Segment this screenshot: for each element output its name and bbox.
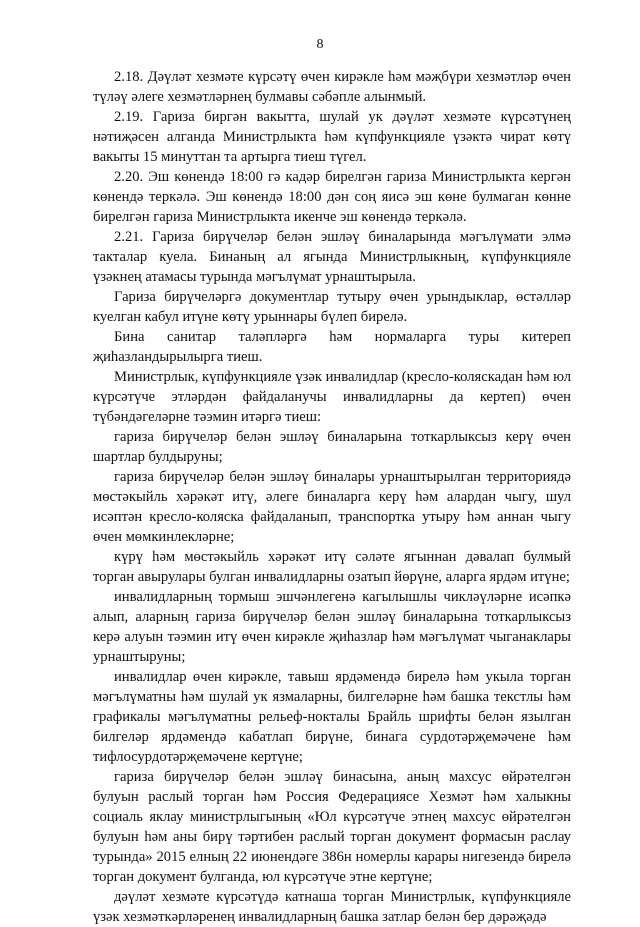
list-item-staff-assistance: дәүләт хезмәте күрсәтүдә катнаша торган Министрлык, күпфункцияле үзәк хезмәткәрләренең инвалидларның башка затлар белән бер дәрәҗәдә	[93, 889, 571, 925]
list-item-guide-dog: гариза бирүчеләр белән эшләү бинасына, аның махсус өйрәтелгән булуын раслый торган һәм Россия Федерациясе Хезмәт һәм халыкны социаль яклау министрлыгының «Юл күрсәтүче этнең махсус өйрәтелгән булуын һәм аны бирү тәртибен раслый торган документ формасын раслау турында» 2015 елның 22 июнендәге 386н номерлы карары нигезендә бирелә торган документ булганда, юл күрсәтүче этне кертүне;	[93, 769, 571, 885]
list-item-free-access: гариза бирүчеләр белән эшләү биналарына тоткарлыксыз керү өчен шартлар булдыруны;	[93, 429, 571, 465]
paragraph-2-21: 2.21. Гариза бирүчеләр белән эшләү биналарында мәгълүмати элмә такталар куела. Бинаның ал ягында Министрлыкның, күпфункцияле үзәкнең атамасы турында мәгълүмат урнаштырыла.	[93, 229, 571, 285]
paragraph-2-19: 2.19. Гариза биргән вакытта, шулай ук дәүләт хезмәте күрсәтүнең нәтиҗәсен алганда Министрлыкта һәм күпфункцияле үзәктә чират көтү вакыты 15 минуттан та артырга тиеш түгел.	[93, 109, 571, 165]
paragraph-sanitary: Бина санитар таләпләргә һәм нормаларга туры китереп җиһазландырылырга тиеш.	[93, 329, 571, 365]
page-number: 8	[316, 37, 324, 52]
paragraph-2-20: 2.20. Эш көнендә 18:00 гә кадәр бирелгән гариза Министрлыкта кергән көнендә теркәлә. Эш көнендә 18:00 дән соң яисә эш көне булмаган көнне бирелгән гариза Министрлыкта икенче эш көнендә теркәлә.	[93, 169, 571, 225]
document-body	[93, 67, 571, 927]
list-item-equipment: инвалидларның тормыш эшчәнлегенә кагылышлы чикләүләрне исәпкә алып, аларның гариза бирүчеләр белән эшләү биналарына тоткарлыксыз керә алуын тәэмин итү өчен кирәкле җиһазлар һәм мәгълүмат чыганаклары урнаштыруны;	[93, 589, 571, 665]
list-item-braille-info: инвалидлар өчен кирәкле, тавыш ярдәмендә бирелә һәм укыла торган мәгълүматны һәм шулай ук язмаларны, билгеләрне һәм башка текстлы һәм графикалы мәгълүматны рельеф-нокталы Брайль шрифты белән язылган билгеләр ярдәмендә кабатлап бирүне, бинага сурдотәрҗемәчене һәм тифлосурдотәрҗемәчене кертүне;	[93, 669, 571, 765]
list-item-escort: күрү һәм мөстәкыйль хәрәкәт итү сәләте ягыннан дәвалап булмый торган авырулары булган инвалидларны озатып йөрүне, аларга ярдәм итүне;	[93, 549, 571, 585]
paragraph-waiting-places: Гариза бирүчеләргә документлар тутыру өчен урындыклар, өстәлләр куелган кабул итүне көтү урыннары бүлеп бирелә.	[93, 289, 571, 325]
paragraph-2-18: 2.18. Дәүләт хезмәте күрсәтү өчен кирәкле һәм мәҗбүри хезмәтләр өчен түләү әлеге хезмәтләрнең булмавы сәбәпле алынмый.	[93, 69, 571, 105]
list-item-independent-movement: гариза бирүчеләр белән эшләү биналары урнаштырылган территориядә мөстәкыйль хәрәкәт итү, әлеге биналарга керү һәм алардан чыгу, шул исәптән кресло-коляска файдаланып, транспортка утыру һәм аннан чыгу өчен мөмкинлекләрне;	[93, 469, 571, 545]
paragraph-accessibility-intro: Министрлык, күпфункцияле үзәк инвалидлар (кресло-коляскадан һәм юл күрсәтүче этләрдән файдаланучы инвалидларны да кертеп) өчен түбәндәгеләрне тәэмин итәргә тиеш:	[93, 369, 571, 425]
